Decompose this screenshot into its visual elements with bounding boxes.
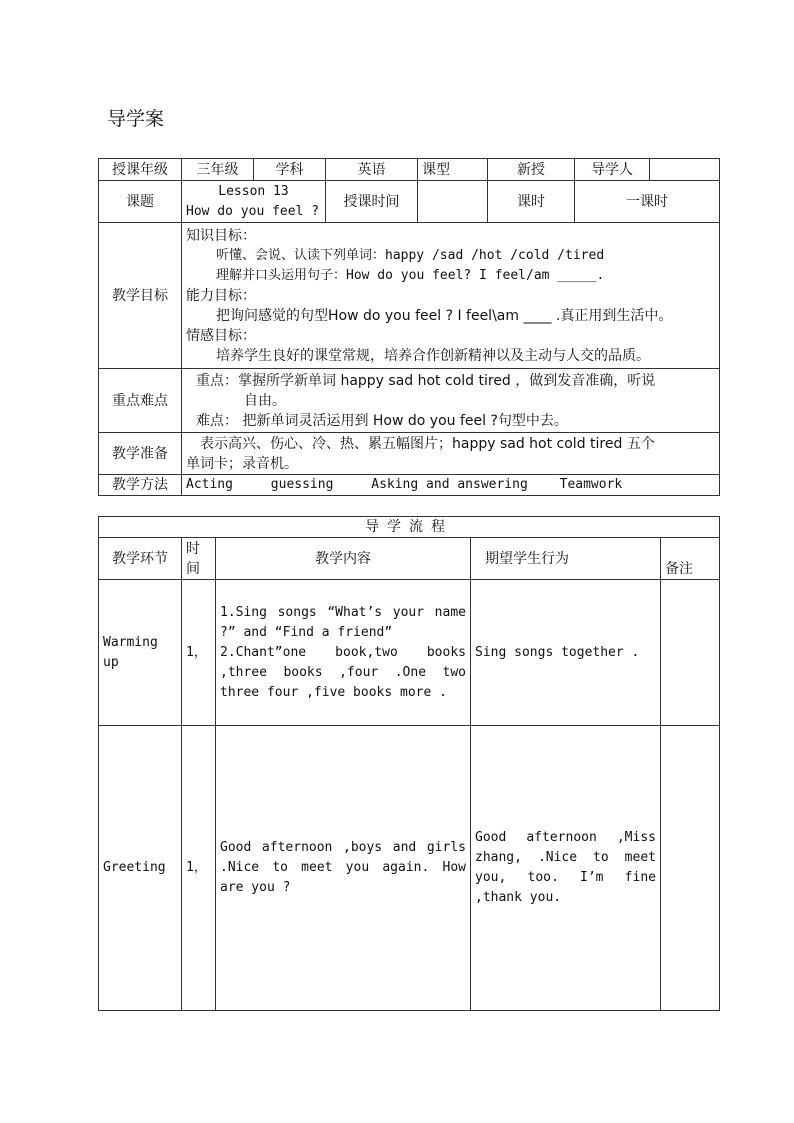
note-cell — [661, 580, 720, 726]
objective-line: 知识目标： — [186, 227, 256, 244]
guide-label: 导学人 — [575, 159, 650, 181]
grade-value: 三年级 — [182, 159, 254, 181]
period-label: 课时 — [488, 181, 575, 223]
method-item: guessing — [270, 477, 334, 492]
key-points-label: 重点难点 — [99, 369, 182, 433]
objective-line: 能力目标： — [186, 287, 256, 304]
method-item: Acting — [186, 477, 233, 492]
methods-label: 教学方法 — [99, 475, 182, 496]
content-cell — [216, 726, 471, 1011]
objectives-label: 教学目标 — [99, 223, 182, 369]
time-header: 时间 — [182, 538, 216, 580]
objectives-content — [182, 223, 720, 369]
lesson-info-table — [98, 158, 720, 496]
key-points-content — [182, 369, 720, 433]
note-header: 备注 — [661, 538, 720, 580]
note-cell — [661, 726, 720, 1011]
objective-line: 理解并口头运用句子：How do you feel? I feel/am _____. — [216, 267, 605, 283]
content-cell — [216, 580, 471, 726]
phase-header: 教学环节 — [99, 538, 182, 580]
guide-value — [650, 159, 720, 181]
objective-line: 听懂、会说、认读下列单词：happy /sad /hot /cold /tired — [216, 247, 605, 263]
preparation-line: 单词卡；录音机。 — [186, 455, 298, 472]
subject-label: 学科 — [254, 159, 326, 181]
expect-cell: Sing songs together . — [471, 580, 661, 726]
phase-cell: Warming up — [99, 580, 182, 726]
time-cell: 1， — [182, 726, 216, 1011]
objective-line: 情感目标： — [186, 327, 256, 344]
preparation-line: 表示高兴、伤心、冷、热、累五幅图片；happy sad hot cold tired 五个 — [200, 435, 655, 452]
period-value: 一课时 — [575, 181, 720, 223]
expect-header: 期望学生行为 — [471, 538, 661, 580]
time-value — [418, 181, 488, 223]
topic-label: 课题 — [99, 181, 182, 223]
key-point-line: 难点： 把新单词灵活运用到 How do you feel ?句型中去。 — [196, 412, 568, 429]
topic-line-2: How do you feel ? — [186, 203, 320, 219]
type-value: 新授 — [488, 159, 575, 181]
grade-label: 授课年级 — [99, 159, 182, 181]
phase-cell: Greeting — [99, 726, 182, 1011]
flow-row — [99, 580, 720, 726]
methods-content — [182, 475, 720, 496]
time-label: 授课时间 — [326, 181, 418, 223]
method-item: Teamwork — [559, 477, 623, 492]
time-cell: 1， — [182, 580, 216, 726]
flow-row — [99, 726, 720, 1011]
content-line: 2.Chant”one book,two books ,three books ,four .One two three four ,five books more . — [220, 644, 466, 700]
preparation-label: 教学准备 — [99, 433, 182, 475]
objective-line: 把询问感觉的句型How do you feel ? I feel\am ____ .真正用到生活中。 — [216, 307, 673, 324]
content-header: 教学内容 — [216, 538, 471, 580]
topic-value — [182, 181, 326, 223]
document-title: 导学案 — [107, 108, 165, 130]
content-line: Good afternoon ,boys and girls .Nice to meet you again. How are you ? — [220, 840, 466, 895]
flow-table — [98, 516, 720, 1011]
objective-line: 培养学生良好的课堂常规，培养合作创新精神以及主动与人交的品质。 — [216, 347, 650, 364]
key-point-line: 重点：掌握所学新单词 happy sad hot cold tired ，做到发音准确，听说 — [196, 372, 656, 389]
method-item: Asking and answering — [371, 477, 528, 492]
preparation-content — [182, 433, 720, 475]
expect-cell: Good afternoon ,Miss zhang, .Nice to meet you, too. I’m fine ,thank you. — [471, 726, 661, 1011]
key-point-line: 自由。 — [244, 392, 286, 409]
subject-value: 英语 — [326, 159, 418, 181]
content-line: 1.Sing songs “What’s your name ?” and “Find a friend” — [220, 604, 466, 640]
type-label: 课型 — [418, 159, 488, 181]
topic-line-1: Lesson 13 — [218, 183, 289, 199]
flow-title: 导学流程 — [99, 517, 720, 538]
